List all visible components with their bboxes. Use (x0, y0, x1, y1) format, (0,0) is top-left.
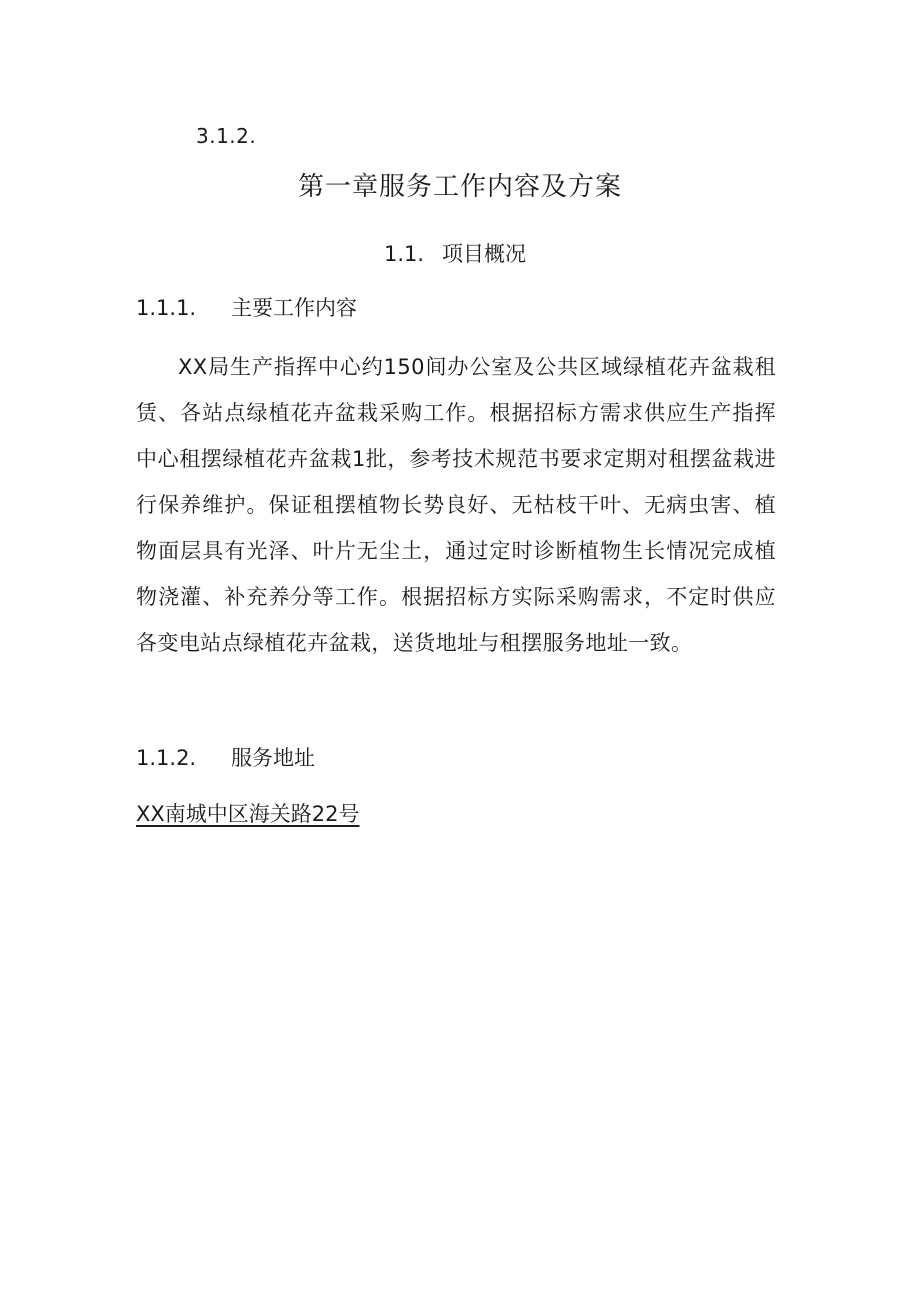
heading-1-1-1-number: 1.1.1. (136, 296, 197, 320)
work-content-paragraph: XX局生产指挥中心约150间办公室及公共区域绿植花卉盆栽租赁、各站点绿植花卉盆栽采购工作。根据招标方需求供应生产指挥中心租摆绿植花卉盆栽1批，参考技术规范书要求定期对租摆盆栽进行保养维护。保证租摆植物长势良好、无枯枝干叶、无病虫害、植物面层具有光泽、叶片无尘土，通过定时诊断植物生长情况完成植物浇灌、补充养分等工作。根据招标方实际采购需求，不定时供应各变电站点绿植花卉盆栽，送货地址与租摆服务地址一致。 (136, 355, 776, 655)
heading-1-1-2-title: 服务地址 (231, 746, 315, 770)
heading-1-1-2-number: 1.1.2. (136, 746, 197, 770)
heading-1-1-number: 1.1. (384, 242, 425, 266)
heading-1-1-1 (136, 292, 357, 322)
chapter-title: 第一章服务工作内容及方案 (297, 172, 622, 202)
heading-1-1-1-title: 主要工作内容 (231, 296, 357, 320)
heading-1-1 (384, 238, 526, 268)
heading-1-1-title: 项目概况 (442, 242, 526, 266)
service-address: XX南城中区海关路22号 (136, 802, 360, 826)
section-number: 3.1.2. (196, 124, 257, 148)
heading-1-1-2 (136, 742, 315, 772)
